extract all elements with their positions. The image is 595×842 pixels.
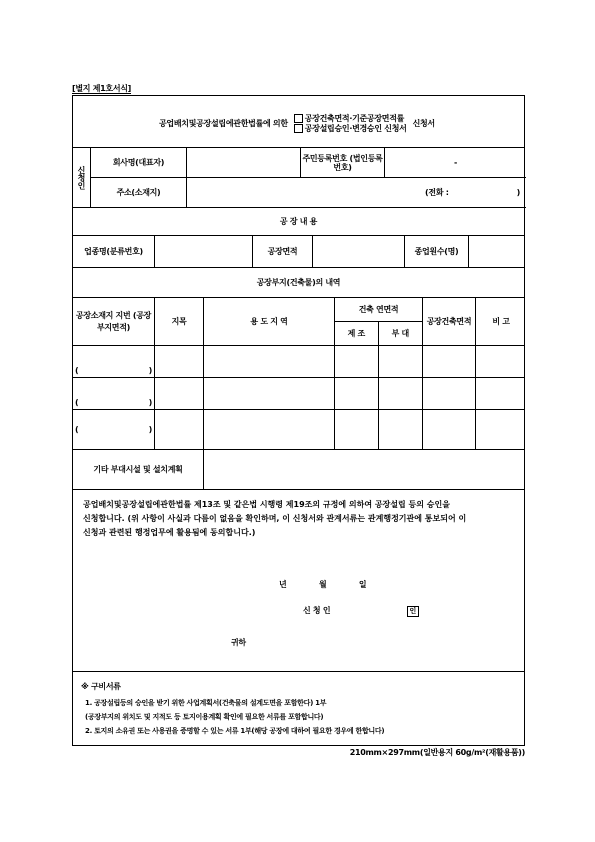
employees-field[interactable] bbox=[469, 236, 526, 267]
address-field[interactable] bbox=[187, 178, 526, 207]
declaration-date: 년 월 일 bbox=[279, 580, 367, 589]
address-label: 주소(소재지) bbox=[91, 178, 187, 207]
row-auxiliary[interactable] bbox=[379, 410, 423, 449]
business-type-label: 업종명(분류번호) bbox=[73, 236, 155, 267]
row-zoning[interactable] bbox=[204, 346, 335, 377]
notes-item-1: 1. 공장설립등의 승인을 받기 위한 사업계획서(건축물의 설계도면을 포함한다) 1부 bbox=[85, 699, 327, 707]
applicant-row-1 bbox=[91, 148, 526, 178]
title-suffix: 신청서 bbox=[412, 119, 435, 128]
factory-header: 공 장 내 용 bbox=[73, 208, 524, 236]
declaration-line-2: 신청합니다. (위 사항이 사실과 다름이 없음을 확인하며, 이 신청서와 관계서류는 관계행정기관에 통보되어 이 bbox=[83, 514, 467, 523]
table-row bbox=[73, 410, 524, 450]
company-label: 회사명(대표자) bbox=[91, 148, 187, 177]
col-remarks: 비 고 bbox=[492, 317, 510, 326]
title-row bbox=[73, 96, 524, 148]
form-title bbox=[159, 114, 435, 133]
other-facilities-field[interactable] bbox=[204, 450, 526, 489]
row-building-area[interactable] bbox=[423, 410, 476, 449]
title-option2: 공장설립승인·변경승인 신청서 bbox=[304, 124, 407, 133]
application-form bbox=[72, 95, 525, 746]
row-location[interactable]: ( ) bbox=[73, 378, 155, 409]
title-option1: 공장건축면적·기준공장면적률 bbox=[304, 114, 405, 123]
row-zoning[interactable] bbox=[204, 410, 335, 449]
notes-header: ※ 구비서류 bbox=[81, 682, 121, 691]
seal-mark[interactable]: 인 bbox=[407, 606, 419, 617]
area-field[interactable] bbox=[313, 236, 405, 267]
row-remarks[interactable] bbox=[476, 346, 526, 377]
option1-checkbox[interactable] bbox=[294, 114, 303, 123]
col-location: 공장소재지 지번 (공장부지면적) bbox=[73, 298, 155, 345]
row-land-category[interactable] bbox=[155, 378, 204, 409]
paper-spec-footer: 210mm×297mm(일반용지 60g/m²(재활용품)) bbox=[349, 748, 525, 757]
row-land-category[interactable] bbox=[155, 410, 204, 449]
col-land-category: 지목 bbox=[155, 298, 204, 345]
option2-checkbox[interactable] bbox=[294, 124, 303, 133]
row-auxiliary[interactable] bbox=[379, 378, 423, 409]
form-number: [별지 제1호서식] bbox=[72, 84, 132, 93]
declaration-line-3: 신청과 관련된 행정업무에 활용됨에 동의합니다.) bbox=[83, 528, 256, 537]
signer-label: 신 청 인 bbox=[303, 606, 331, 615]
table-row bbox=[73, 378, 524, 410]
declaration-section bbox=[73, 490, 524, 672]
applicant-section-label: 신청인 bbox=[73, 148, 91, 208]
land-section-label: 공장부지(건축물)의 내역 bbox=[73, 268, 524, 298]
row-location[interactable]: ( ) bbox=[73, 346, 155, 377]
signer-line bbox=[303, 606, 419, 617]
col-auxiliary: 부 대 bbox=[391, 328, 409, 338]
row-building-area[interactable] bbox=[423, 346, 476, 377]
other-facilities-label: 기타 부대시설 및 설치계획 bbox=[73, 450, 204, 489]
col-manufacturing: 제 조 bbox=[335, 322, 379, 345]
declaration-line-1: 공업배치및공장설립에관한법률 제13조 및 같은법 시행령 제19조의 규정에 의하여 공장설립 등의 승인을 bbox=[83, 500, 450, 509]
col-floor-area bbox=[335, 298, 423, 345]
table-row bbox=[73, 346, 524, 378]
row-manufacturing[interactable] bbox=[335, 378, 379, 409]
col-zoning: 용 도 지 역 bbox=[204, 298, 335, 345]
phone-label: (전화 : bbox=[425, 188, 449, 197]
resident-no-label: 주민등록번호 (법인등록번호) bbox=[301, 148, 385, 177]
row-remarks[interactable] bbox=[476, 378, 526, 409]
phone-close: ) bbox=[516, 188, 520, 197]
col-floor-area-group: 건축 연면적 bbox=[335, 298, 422, 322]
notes-item-2: 2. 토지의 소유권 또는 사용권을 증명할 수 있는 서류 1부(해당 공장에 대하여 필요한 경우에 한합니다) bbox=[85, 727, 385, 735]
addressee: 귀하 bbox=[231, 638, 246, 647]
row-land-category[interactable] bbox=[155, 346, 204, 377]
other-facilities-row bbox=[73, 450, 524, 490]
land-table-header bbox=[73, 298, 524, 346]
row-remarks[interactable] bbox=[476, 410, 526, 449]
row-location[interactable]: ( ) bbox=[73, 410, 155, 449]
notes-item-1b: (공장부지의 위치도 및 지적도 등 토지이용계획 확인에 필요한 서류를 포함합니다) bbox=[85, 713, 324, 721]
col-building-area: 공장건축면적 bbox=[423, 298, 476, 345]
employees-label: 종업원수(명) bbox=[405, 236, 469, 267]
row-manufacturing[interactable] bbox=[335, 346, 379, 377]
required-documents bbox=[73, 672, 524, 747]
row-manufacturing[interactable] bbox=[335, 410, 379, 449]
applicant-row-2 bbox=[91, 178, 526, 208]
company-field[interactable] bbox=[187, 148, 301, 177]
resident-no-field[interactable]: - bbox=[453, 158, 458, 167]
row-zoning[interactable] bbox=[204, 378, 335, 409]
area-label: 공장면적 bbox=[253, 236, 313, 267]
factory-info-row bbox=[73, 236, 524, 268]
row-building-area[interactable] bbox=[423, 378, 476, 409]
business-type-field[interactable] bbox=[155, 236, 253, 267]
title-prefix: 공업배치및공장설립에관한법률에 의한 bbox=[159, 119, 288, 128]
row-auxiliary[interactable] bbox=[379, 346, 423, 377]
